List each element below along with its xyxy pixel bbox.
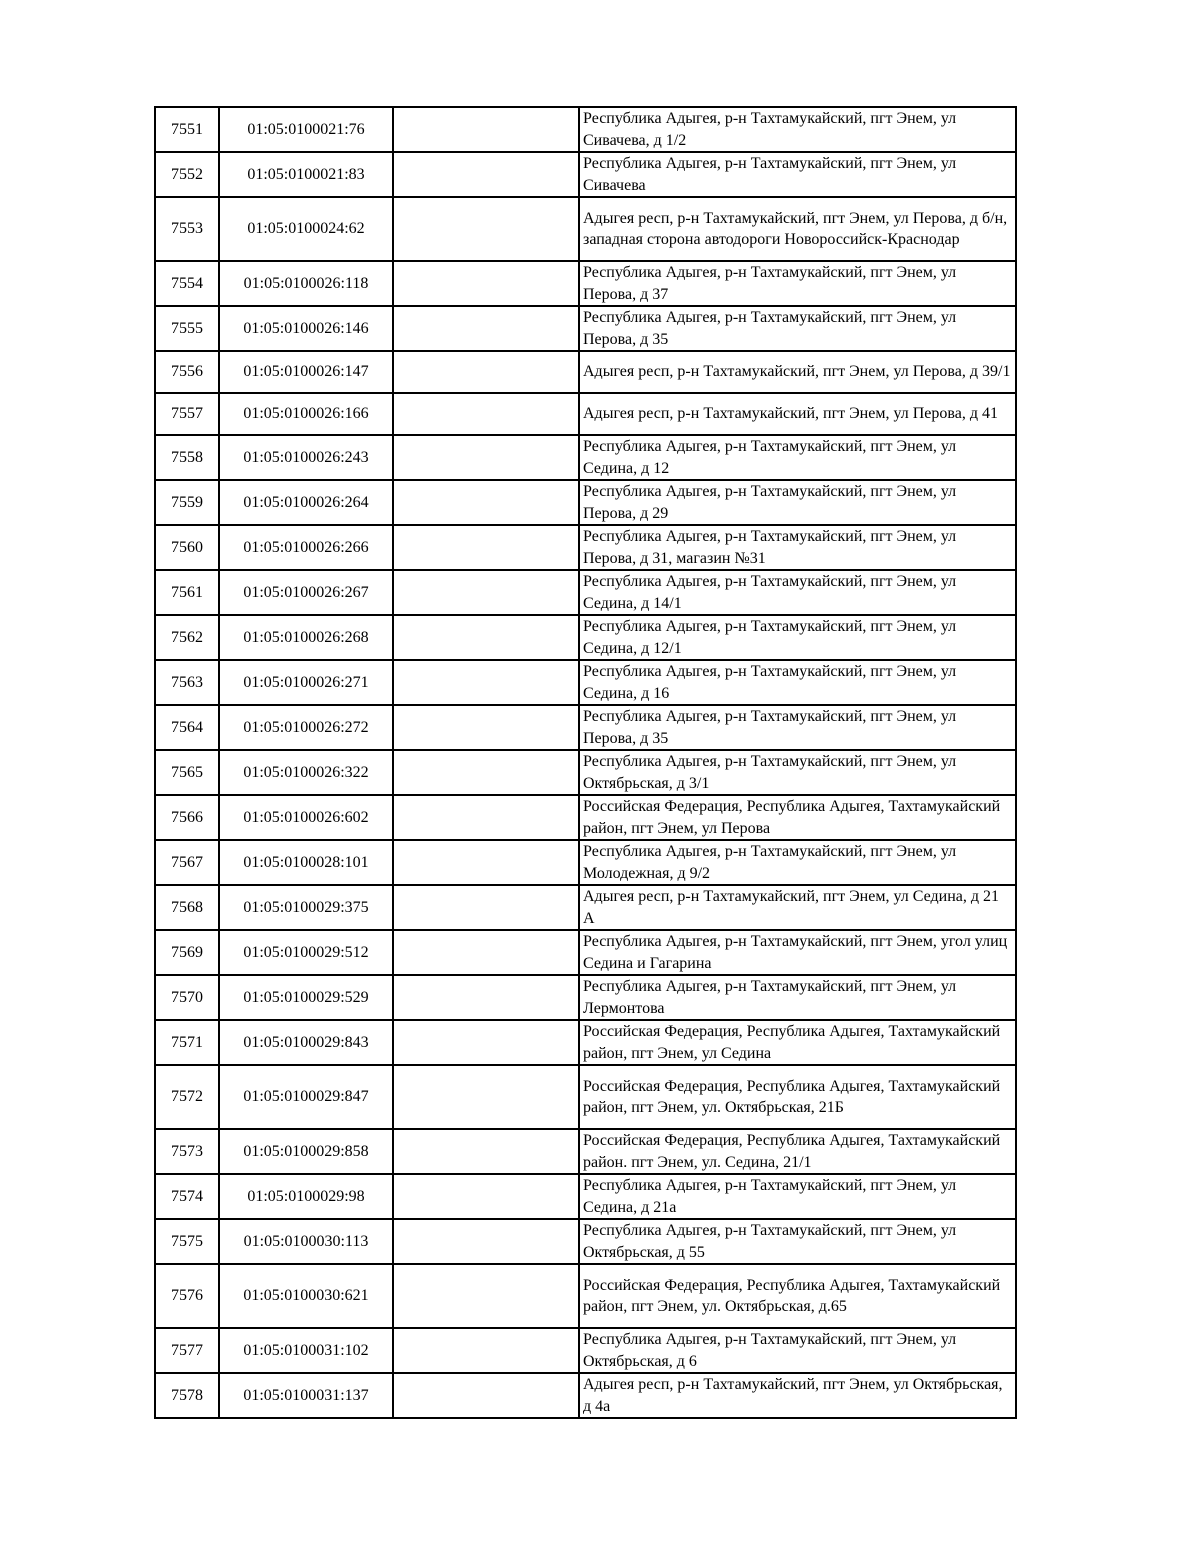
cadastral-number-cell: 01:05:0100028:101 — [219, 840, 393, 885]
table-row — [155, 930, 1016, 975]
row-number-cell: 7578 — [155, 1373, 219, 1418]
cadastral-number-cell: 01:05:0100031:102 — [219, 1328, 393, 1373]
row-number-cell: 7570 — [155, 975, 219, 1020]
address-cell: Республика Адыгея, р-н Тахтамукайский, пгт Энем, ул Седина, д 12/1 — [579, 615, 1016, 660]
row-number-cell: 7564 — [155, 705, 219, 750]
empty-cell — [393, 306, 579, 351]
address-cell: Республика Адыгея, р-н Тахтамукайский, пгт Энем, угол улиц Седина и Гагарина — [579, 930, 1016, 975]
empty-cell — [393, 1373, 579, 1418]
cadastral-number-cell: 01:05:0100026:166 — [219, 393, 393, 435]
address-cell: Республика Адыгея, р-н Тахтамукайский, пгт Энем, ул Сивачева, д 1/2 — [579, 107, 1016, 152]
cadastral-number-cell: 01:05:0100026:147 — [219, 351, 393, 393]
address-cell: Российская Федерация, Республика Адыгея, Тахтамукайский район. пгт Энем, ул. Седина, 21/1 — [579, 1129, 1016, 1174]
address-cell: Республика Адыгея, р-н Тахтамукайский, пгт Энем, ул Седина, д 12 — [579, 435, 1016, 480]
row-number-cell: 7559 — [155, 480, 219, 525]
address-cell: Республика Адыгея, р-н Тахтамукайский, пгт Энем, ул Перова, д 31, магазин №31 — [579, 525, 1016, 570]
address-cell: Адыгея респ, р-н Тахтамукайский, пгт Энем, ул Перова, д 41 — [579, 393, 1016, 435]
cadastral-number-cell: 01:05:0100026:266 — [219, 525, 393, 570]
table-row — [155, 1174, 1016, 1219]
cadastral-number-cell: 01:05:0100026:268 — [219, 615, 393, 660]
empty-cell — [393, 435, 579, 480]
table-row — [155, 152, 1016, 197]
empty-cell — [393, 393, 579, 435]
cadastral-number-cell: 01:05:0100029:529 — [219, 975, 393, 1020]
address-cell: Республика Адыгея, р-н Тахтамукайский, пгт Энем, ул Лермонтова — [579, 975, 1016, 1020]
address-cell: Адыгея респ, р-н Тахтамукайский, пгт Энем, ул Октябрьская, д 4а — [579, 1373, 1016, 1418]
table-row — [155, 393, 1016, 435]
cadastral-number-cell: 01:05:0100029:847 — [219, 1065, 393, 1129]
table-row — [155, 435, 1016, 480]
row-number-cell: 7575 — [155, 1219, 219, 1264]
row-number-cell: 7556 — [155, 351, 219, 393]
table-row — [155, 1129, 1016, 1174]
empty-cell — [393, 525, 579, 570]
row-number-cell: 7576 — [155, 1264, 219, 1328]
address-cell: Республика Адыгея, р-н Тахтамукайский, пгт Энем, ул Молодежная, д 9/2 — [579, 840, 1016, 885]
empty-cell — [393, 930, 579, 975]
row-number-cell: 7573 — [155, 1129, 219, 1174]
cadastral-number-cell: 01:05:0100029:858 — [219, 1129, 393, 1174]
cadastral-number-cell: 01:05:0100029:512 — [219, 930, 393, 975]
address-cell: Адыгея респ, р-н Тахтамукайский, пгт Энем, ул Перова, д б/н, западная сторона автодороги Новороссийск-Краснодар — [579, 197, 1016, 261]
address-cell: Республика Адыгея, р-н Тахтамукайский, пгт Энем, ул Перова, д 35 — [579, 705, 1016, 750]
table-row — [155, 1264, 1016, 1328]
cadastral-number-cell: 01:05:0100021:76 — [219, 107, 393, 152]
cadastral-number-cell: 01:05:0100026:602 — [219, 795, 393, 840]
empty-cell — [393, 1328, 579, 1373]
address-cell: Республика Адыгея, р-н Тахтамукайский, пгт Энем, ул Сивачева — [579, 152, 1016, 197]
row-number-cell: 7568 — [155, 885, 219, 930]
address-cell: Республика Адыгея, р-н Тахтамукайский, пгт Энем, ул Октябрьская, д 55 — [579, 1219, 1016, 1264]
cadastral-number-cell: 01:05:0100029:843 — [219, 1020, 393, 1065]
empty-cell — [393, 1129, 579, 1174]
table-row — [155, 570, 1016, 615]
cadastral-number-cell: 01:05:0100026:322 — [219, 750, 393, 795]
table-row — [155, 660, 1016, 705]
address-cell: Республика Адыгея, р-н Тахтамукайский, пгт Энем, ул Седина, д 16 — [579, 660, 1016, 705]
table-row — [155, 107, 1016, 152]
cadastral-number-cell: 01:05:0100031:137 — [219, 1373, 393, 1418]
cadastral-number-cell: 01:05:0100026:272 — [219, 705, 393, 750]
row-number-cell: 7566 — [155, 795, 219, 840]
address-cell: Республика Адыгея, р-н Тахтамукайский, пгт Энем, ул Седина, д 21а — [579, 1174, 1016, 1219]
empty-cell — [393, 750, 579, 795]
table-row — [155, 351, 1016, 393]
row-number-cell: 7565 — [155, 750, 219, 795]
empty-cell — [393, 1065, 579, 1129]
empty-cell — [393, 261, 579, 306]
row-number-cell: 7572 — [155, 1065, 219, 1129]
empty-cell — [393, 885, 579, 930]
cadastral-number-cell: 01:05:0100026:146 — [219, 306, 393, 351]
table-row — [155, 840, 1016, 885]
table-row — [155, 197, 1016, 261]
address-cell: Адыгея респ, р-н Тахтамукайский, пгт Энем, ул Перова, д 39/1 — [579, 351, 1016, 393]
empty-cell — [393, 840, 579, 885]
table-row — [155, 750, 1016, 795]
table-row — [155, 975, 1016, 1020]
row-number-cell: 7563 — [155, 660, 219, 705]
address-cell: Адыгея респ, р-н Тахтамукайский, пгт Энем, ул Седина, д 21 А — [579, 885, 1016, 930]
table-row — [155, 1328, 1016, 1373]
address-cell: Российская Федерация, Республика Адыгея, Тахтамукайский район, пгт Энем, ул. Октябрьская, д.65 — [579, 1264, 1016, 1328]
address-cell: Республика Адыгея, р-н Тахтамукайский, пгт Энем, ул Перова, д 29 — [579, 480, 1016, 525]
table-row — [155, 1065, 1016, 1129]
row-number-cell: 7562 — [155, 615, 219, 660]
cadastral-number-cell: 01:05:0100029:375 — [219, 885, 393, 930]
empty-cell — [393, 480, 579, 525]
empty-cell — [393, 705, 579, 750]
row-number-cell: 7551 — [155, 107, 219, 152]
empty-cell — [393, 1020, 579, 1065]
cadastral-number-cell: 01:05:0100026:267 — [219, 570, 393, 615]
cadastral-number-cell: 01:05:0100030:113 — [219, 1219, 393, 1264]
empty-cell — [393, 1264, 579, 1328]
empty-cell — [393, 1174, 579, 1219]
cadastral-number-cell: 01:05:0100030:621 — [219, 1264, 393, 1328]
row-number-cell: 7574 — [155, 1174, 219, 1219]
registry-table — [154, 106, 1017, 1419]
cadastral-number-cell: 01:05:0100026:271 — [219, 660, 393, 705]
table-row — [155, 1373, 1016, 1418]
row-number-cell: 7577 — [155, 1328, 219, 1373]
table-row — [155, 1219, 1016, 1264]
row-number-cell: 7558 — [155, 435, 219, 480]
table-row — [155, 480, 1016, 525]
row-number-cell: 7560 — [155, 525, 219, 570]
empty-cell — [393, 615, 579, 660]
empty-cell — [393, 197, 579, 261]
empty-cell — [393, 795, 579, 840]
row-number-cell: 7567 — [155, 840, 219, 885]
address-cell: Республика Адыгея, р-н Тахтамукайский, пгт Энем, ул Перова, д 37 — [579, 261, 1016, 306]
row-number-cell: 7552 — [155, 152, 219, 197]
row-number-cell: 7561 — [155, 570, 219, 615]
table-row — [155, 615, 1016, 660]
cadastral-number-cell: 01:05:0100024:62 — [219, 197, 393, 261]
registry-table-body — [155, 107, 1016, 1418]
row-number-cell: 7554 — [155, 261, 219, 306]
address-cell: Российская Федерация, Республика Адыгея, Тахтамукайский район, пгт Энем, ул Перова — [579, 795, 1016, 840]
address-cell: Российская Федерация, Республика Адыгея, Тахтамукайский район, пгт Энем, ул. Октябрьская, 21Б — [579, 1065, 1016, 1129]
row-number-cell: 7553 — [155, 197, 219, 261]
row-number-cell: 7571 — [155, 1020, 219, 1065]
empty-cell — [393, 975, 579, 1020]
empty-cell — [393, 1219, 579, 1264]
table-row — [155, 795, 1016, 840]
table-row — [155, 306, 1016, 351]
cadastral-number-cell: 01:05:0100026:118 — [219, 261, 393, 306]
table-row — [155, 705, 1016, 750]
address-cell: Республика Адыгея, р-н Тахтамукайский, пгт Энем, ул Седина, д 14/1 — [579, 570, 1016, 615]
address-cell: Республика Адыгея, р-н Тахтамукайский, пгт Энем, ул Октябрьская, д 3/1 — [579, 750, 1016, 795]
table-row — [155, 885, 1016, 930]
table-row — [155, 261, 1016, 306]
address-cell: Республика Адыгея, р-н Тахтамукайский, пгт Энем, ул Перова, д 35 — [579, 306, 1016, 351]
cadastral-number-cell: 01:05:0100026:264 — [219, 480, 393, 525]
address-cell: Российская Федерация, Республика Адыгея, Тахтамукайский район, пгт Энем, ул Седина — [579, 1020, 1016, 1065]
table-row — [155, 525, 1016, 570]
empty-cell — [393, 152, 579, 197]
cadastral-number-cell: 01:05:0100029:98 — [219, 1174, 393, 1219]
cadastral-number-cell: 01:05:0100021:83 — [219, 152, 393, 197]
empty-cell — [393, 570, 579, 615]
empty-cell — [393, 351, 579, 393]
empty-cell — [393, 107, 579, 152]
row-number-cell: 7555 — [155, 306, 219, 351]
table-row — [155, 1020, 1016, 1065]
empty-cell — [393, 660, 579, 705]
address-cell: Республика Адыгея, р-н Тахтамукайский, пгт Энем, ул Октябрьская, д 6 — [579, 1328, 1016, 1373]
row-number-cell: 7569 — [155, 930, 219, 975]
row-number-cell: 7557 — [155, 393, 219, 435]
cadastral-number-cell: 01:05:0100026:243 — [219, 435, 393, 480]
